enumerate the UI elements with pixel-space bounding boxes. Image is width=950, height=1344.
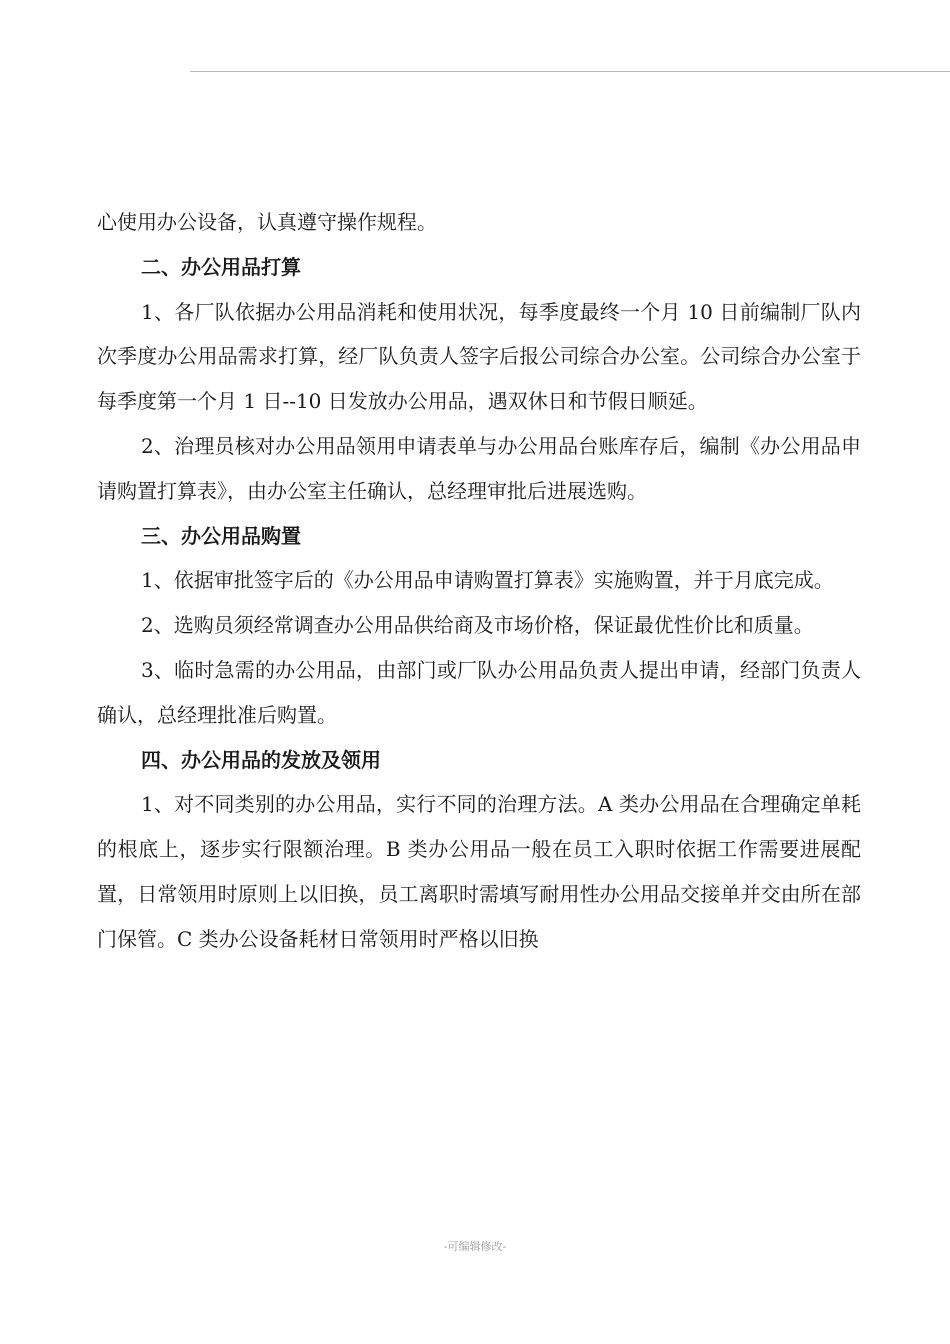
document-body xyxy=(97,200,861,962)
paragraph-plan-1: 1、各厂队依据办公用品消耗和使用状况，每季度最终一个月 10 日前编制厂队内次季度办公用品需求打算，经厂队负责人签字后报公司综合办公室。公司综合办公室于每季度第一个月 1 日--10 日发放办公用品，遇双休日和节假日顺延。 xyxy=(97,299,861,414)
section-heading-distribution: 四、办公用品的发放及领用 xyxy=(141,747,381,772)
paragraph-purchase-1: 1、依据审批签字后的《办公用品申请购置打算表》实施购置，并于月底完成。 xyxy=(141,568,834,593)
section-heading-plan: 二、办公用品打算 xyxy=(141,254,301,279)
paragraph-purchase-3: 3、临时急需的办公用品，由部门或厂队办公用品负责人提出申请，经部门负责人确认，总经理批准后购置。 xyxy=(97,657,861,727)
paragraph-distribution-1: 1、对不同类别的办公用品，实行不同的治理方法。A 类办公用品在合理确定单耗的根底上，逐步实行限额治理。B 类办公用品一般在员工入职时依据工作需要进展配置，日常领用时原则上以旧换，员工离职时需填写耐用性办公用品交接单并交由所在部门保管。C 类办公设备耗材日常领用时严格以旧换 xyxy=(97,792,861,951)
paragraph-plan-2: 2、治理员核对办公用品领用申请表单与办公用品台账库存后，编制《办公用品申请购置打算表》，由办公室主任确认，总经理审批后进展选购。 xyxy=(97,433,861,503)
paragraph-continuation: 心使用办公设备，认真遵守操作规程。 xyxy=(97,210,437,234)
header-rule xyxy=(190,71,950,72)
paragraph-purchase-2: 2、选购员须经常调查办公用品供给商及市场价格，保证最优性价比和质量。 xyxy=(141,613,814,638)
page-footer: -可编辑修改- xyxy=(443,1240,507,1253)
section-heading-purchase: 三、办公用品购置 xyxy=(141,523,301,548)
